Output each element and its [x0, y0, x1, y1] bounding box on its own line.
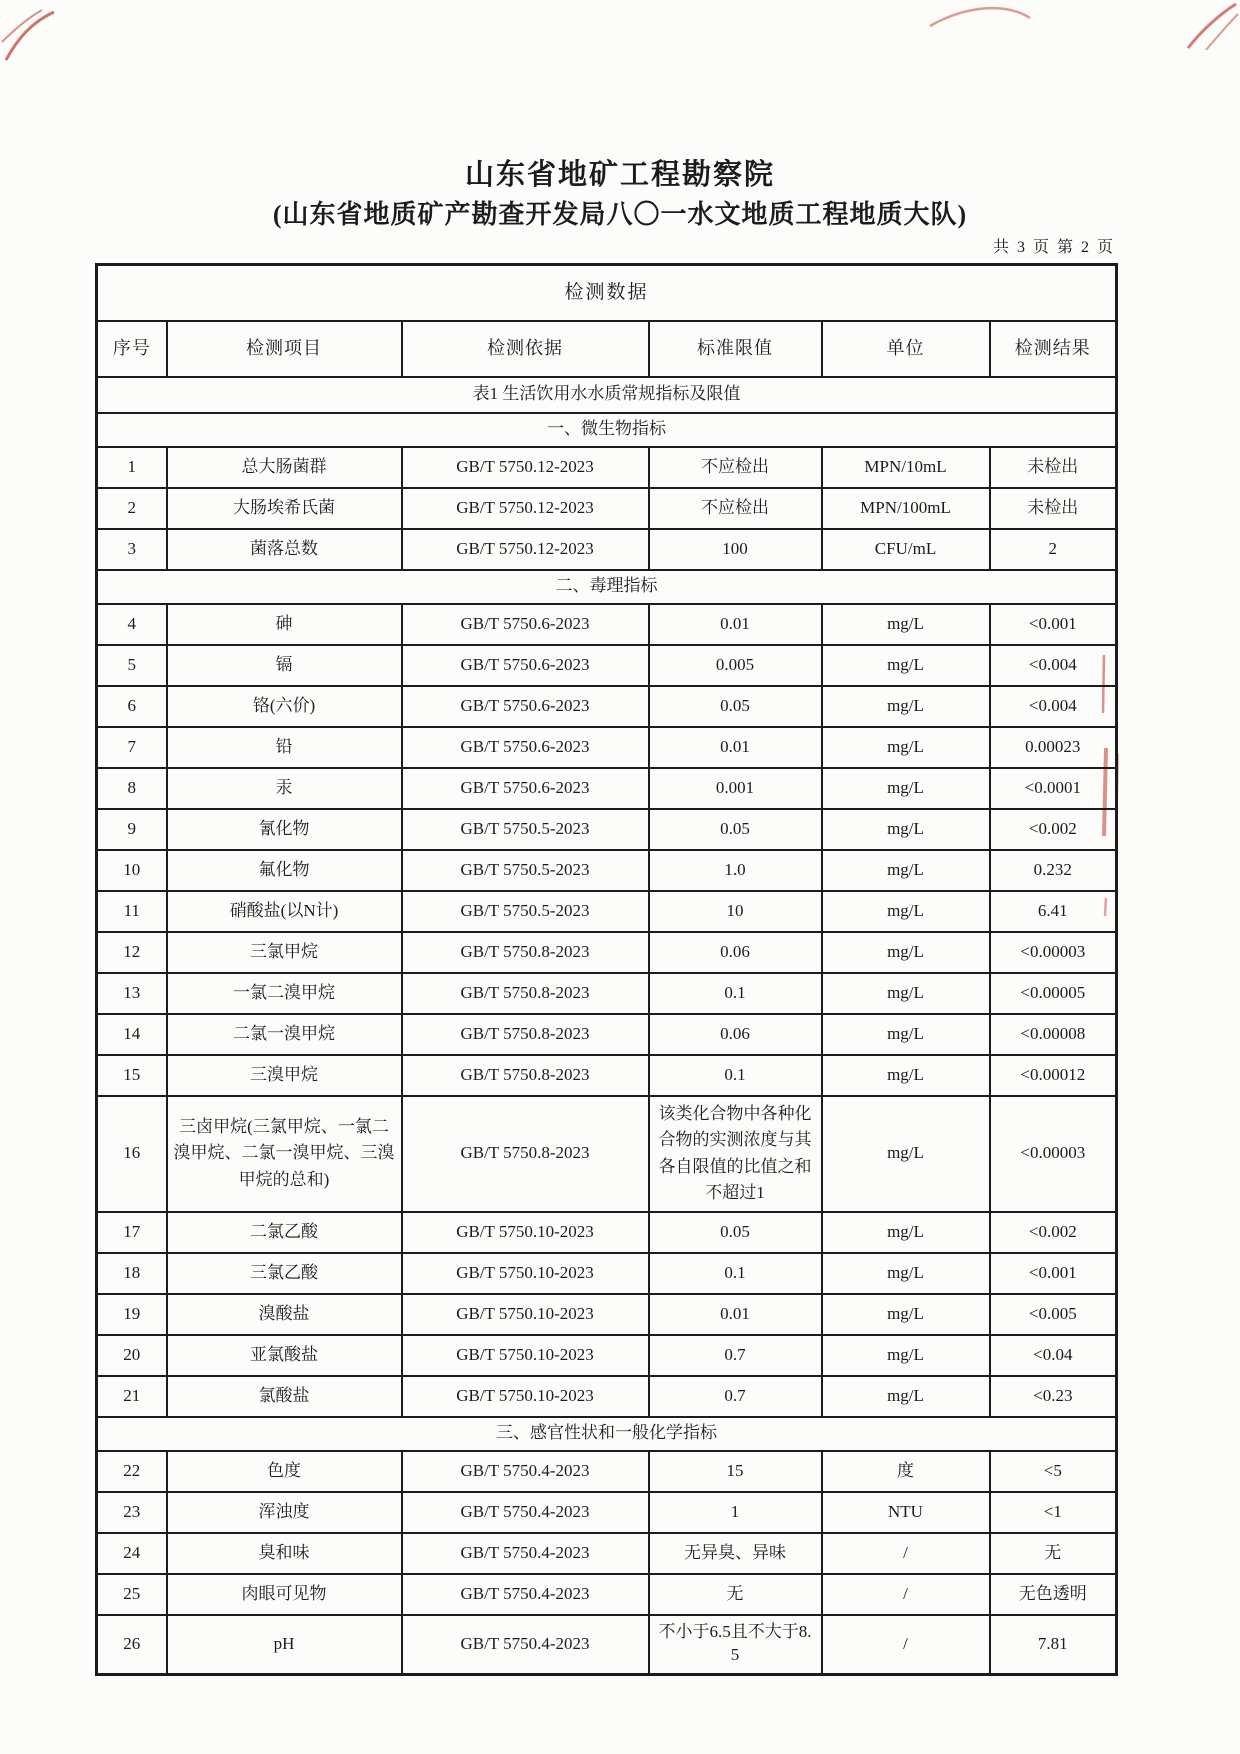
- col-method: GB/T 5750.8-2023: [402, 932, 649, 973]
- col-limit: 不小于6.5且不大于8.5: [649, 1615, 822, 1675]
- col-result: <5: [990, 1451, 1117, 1492]
- table-row: [97, 1212, 1117, 1253]
- col-method: GB/T 5750.6-2023: [402, 686, 649, 727]
- table-row: [97, 1014, 1117, 1055]
- col-unit: mg/L: [822, 891, 990, 932]
- col-index: 22: [97, 1451, 167, 1492]
- col-unit: mg/L: [822, 768, 990, 809]
- table-row: [97, 809, 1117, 850]
- col-unit: mg/L: [822, 1096, 990, 1212]
- col-header-item: 检测项目: [167, 321, 402, 377]
- col-item: 大肠埃希氏菌: [167, 488, 402, 529]
- col-result: <1: [990, 1492, 1117, 1533]
- col-unit: /: [822, 1615, 990, 1675]
- col-limit: 0.001: [649, 768, 822, 809]
- col-limit: 10: [649, 891, 822, 932]
- col-item: 砷: [167, 604, 402, 645]
- col-index: 9: [97, 809, 167, 850]
- col-item: 二氯乙酸: [167, 1212, 402, 1253]
- col-index: 8: [97, 768, 167, 809]
- col-index: 4: [97, 604, 167, 645]
- table-row: [97, 1492, 1117, 1533]
- col-index: 11: [97, 891, 167, 932]
- col-index: 21: [97, 1376, 167, 1417]
- col-limit: 1.0: [649, 850, 822, 891]
- col-index: 13: [97, 973, 167, 1014]
- col-limit: 100: [649, 529, 822, 570]
- col-limit: 0.06: [649, 1014, 822, 1055]
- col-result: <0.002: [990, 1212, 1117, 1253]
- table-caption-row: [97, 377, 1117, 413]
- table-row: [97, 727, 1117, 768]
- col-index: 20: [97, 1335, 167, 1376]
- col-limit: 1: [649, 1492, 822, 1533]
- col-method: GB/T 5750.6-2023: [402, 768, 649, 809]
- col-method: GB/T 5750.8-2023: [402, 1096, 649, 1212]
- col-method: GB/T 5750.4-2023: [402, 1615, 649, 1675]
- col-result: <0.001: [990, 604, 1117, 645]
- table-row: [97, 850, 1117, 891]
- section-title: 一、微生物指标: [97, 413, 1117, 447]
- col-item: 氰化物: [167, 809, 402, 850]
- table-row: [97, 1096, 1117, 1212]
- col-index: 7: [97, 727, 167, 768]
- table-row: [97, 645, 1117, 686]
- col-method: GB/T 5750.12-2023: [402, 488, 649, 529]
- col-unit: 度: [822, 1451, 990, 1492]
- col-limit: 0.1: [649, 1253, 822, 1294]
- col-unit: MPN/100mL: [822, 488, 990, 529]
- col-index: 24: [97, 1533, 167, 1574]
- table-row: [97, 1451, 1117, 1492]
- table-row: [97, 1376, 1117, 1417]
- col-method: GB/T 5750.10-2023: [402, 1335, 649, 1376]
- col-result: 0.00023: [990, 727, 1117, 768]
- col-limit: 该类化合物中各种化合物的实测浓度与其各自限值的比值之和不超过1: [649, 1096, 822, 1212]
- table-row: [97, 1294, 1117, 1335]
- col-method: GB/T 5750.5-2023: [402, 809, 649, 850]
- col-limit: 0.05: [649, 686, 822, 727]
- col-result: 无: [990, 1533, 1117, 1574]
- col-method: GB/T 5750.10-2023: [402, 1212, 649, 1253]
- page-number-info: 共 3 页 第 2 页: [992, 239, 1115, 256]
- section-header-row: [97, 413, 1117, 447]
- col-limit: 0.7: [649, 1376, 822, 1417]
- col-unit: mg/L: [822, 1014, 990, 1055]
- col-item: pH: [167, 1615, 402, 1675]
- col-item: 镉: [167, 645, 402, 686]
- col-method: GB/T 5750.12-2023: [402, 529, 649, 570]
- col-item: 浑浊度: [167, 1492, 402, 1533]
- col-method: GB/T 5750.10-2023: [402, 1253, 649, 1294]
- col-method: GB/T 5750.4-2023: [402, 1451, 649, 1492]
- section-title: 三、感官性状和一般化学指标: [97, 1417, 1117, 1451]
- table-row: [97, 891, 1117, 932]
- col-limit: 0.005: [649, 645, 822, 686]
- red-stamp-artifact-top-right: [1180, 0, 1240, 52]
- table-row: [97, 1574, 1117, 1615]
- report-table-body: [97, 413, 1117, 1675]
- col-header-index: 序号: [97, 321, 167, 377]
- col-item: 亚氯酸盐: [167, 1335, 402, 1376]
- col-method: GB/T 5750.12-2023: [402, 447, 649, 488]
- section-header-row: [97, 570, 1117, 604]
- col-method: GB/T 5750.6-2023: [402, 727, 649, 768]
- col-unit: mg/L: [822, 1376, 990, 1417]
- col-limit: 不应检出: [649, 447, 822, 488]
- col-index: 6: [97, 686, 167, 727]
- col-unit: MPN/10mL: [822, 447, 990, 488]
- col-unit: mg/L: [822, 727, 990, 768]
- col-limit: 0.06: [649, 932, 822, 973]
- table-row: [97, 1055, 1117, 1096]
- col-unit: /: [822, 1574, 990, 1615]
- table-row: [97, 973, 1117, 1014]
- col-item: 溴酸盐: [167, 1294, 402, 1335]
- col-limit: 0.05: [649, 1212, 822, 1253]
- table-row: [97, 488, 1117, 529]
- col-result: <0.00005: [990, 973, 1117, 1014]
- section-header-row: [97, 1417, 1117, 1451]
- table-title-row: [97, 265, 1117, 321]
- col-method: GB/T 5750.8-2023: [402, 1055, 649, 1096]
- org-subtitle: (山东省地质矿产勘查开发局八〇一水文地质工程地质大队): [272, 200, 968, 229]
- col-header-unit: 单位: [822, 321, 990, 377]
- col-item: 三氯甲烷: [167, 932, 402, 973]
- col-limit: 15: [649, 1451, 822, 1492]
- col-index: 10: [97, 850, 167, 891]
- col-index: 25: [97, 1574, 167, 1615]
- table-row: [97, 768, 1117, 809]
- col-result: <0.00012: [990, 1055, 1117, 1096]
- col-result: 2: [990, 529, 1117, 570]
- col-index: 5: [97, 645, 167, 686]
- col-unit: mg/L: [822, 1253, 990, 1294]
- col-index: 3: [97, 529, 167, 570]
- col-result: <0.04: [990, 1335, 1117, 1376]
- col-result: <0.00003: [990, 1096, 1117, 1212]
- col-index: 26: [97, 1615, 167, 1675]
- table-row: [97, 447, 1117, 488]
- col-item: 铬(六价): [167, 686, 402, 727]
- col-unit: mg/L: [822, 1055, 990, 1096]
- col-result: <0.23: [990, 1376, 1117, 1417]
- col-method: GB/T 5750.4-2023: [402, 1574, 649, 1615]
- col-unit: mg/L: [822, 809, 990, 850]
- table-row: [97, 932, 1117, 973]
- col-result: <0.001: [990, 1253, 1117, 1294]
- col-unit: mg/L: [822, 973, 990, 1014]
- table-row: [97, 1253, 1117, 1294]
- table-row: [97, 1533, 1117, 1574]
- col-limit: 不应检出: [649, 488, 822, 529]
- col-result: 无色透明: [990, 1574, 1117, 1615]
- test-data-table: [95, 263, 1118, 1676]
- col-method: GB/T 5750.10-2023: [402, 1294, 649, 1335]
- col-method: GB/T 5750.10-2023: [402, 1376, 649, 1417]
- col-limit: 0.7: [649, 1335, 822, 1376]
- col-unit: mg/L: [822, 850, 990, 891]
- col-result: <0.005: [990, 1294, 1117, 1335]
- table-row: [97, 1615, 1117, 1675]
- col-item: 汞: [167, 768, 402, 809]
- col-result: <0.002: [990, 809, 1117, 850]
- col-unit: mg/L: [822, 1335, 990, 1376]
- col-method: GB/T 5750.5-2023: [402, 850, 649, 891]
- col-item: 色度: [167, 1451, 402, 1492]
- col-result: <0.00003: [990, 932, 1117, 973]
- col-result: 未检出: [990, 447, 1117, 488]
- col-limit: 0.1: [649, 1055, 822, 1096]
- col-header-method: 检测依据: [402, 321, 649, 377]
- section-title: 二、毒理指标: [97, 570, 1117, 604]
- col-index: 15: [97, 1055, 167, 1096]
- table-title: 检测数据: [97, 265, 1117, 321]
- col-unit: mg/L: [822, 604, 990, 645]
- col-result: 6.41: [990, 891, 1117, 932]
- col-item: 硝酸盐(以N计): [167, 891, 402, 932]
- table-row: [97, 529, 1117, 570]
- col-unit: mg/L: [822, 1294, 990, 1335]
- col-index: 1: [97, 447, 167, 488]
- table-row: [97, 1335, 1117, 1376]
- col-limit: 0.01: [649, 727, 822, 768]
- col-result: <0.00008: [990, 1014, 1117, 1055]
- col-method: GB/T 5750.8-2023: [402, 1014, 649, 1055]
- col-limit: 0.1: [649, 973, 822, 1014]
- col-limit: 0.01: [649, 1294, 822, 1335]
- col-item: 总大肠菌群: [167, 447, 402, 488]
- col-unit: mg/L: [822, 686, 990, 727]
- col-item: 臭和味: [167, 1533, 402, 1574]
- col-result: 未检出: [990, 488, 1117, 529]
- col-method: GB/T 5750.6-2023: [402, 645, 649, 686]
- table-row: [97, 604, 1117, 645]
- col-index: 23: [97, 1492, 167, 1533]
- col-index: 16: [97, 1096, 167, 1212]
- col-item: 肉眼可见物: [167, 1574, 402, 1615]
- col-index: 12: [97, 932, 167, 973]
- col-method: GB/T 5750.8-2023: [402, 973, 649, 1014]
- col-method: GB/T 5750.5-2023: [402, 891, 649, 932]
- col-unit: NTU: [822, 1492, 990, 1533]
- col-result: <0.004: [990, 686, 1117, 727]
- col-index: 17: [97, 1212, 167, 1253]
- col-unit: mg/L: [822, 645, 990, 686]
- col-item: 二氯一溴甲烷: [167, 1014, 402, 1055]
- col-header-result: 检测结果: [990, 321, 1117, 377]
- col-result: <0.004: [990, 645, 1117, 686]
- col-method: GB/T 5750.4-2023: [402, 1492, 649, 1533]
- col-item: 氟化物: [167, 850, 402, 891]
- col-method: GB/T 5750.6-2023: [402, 604, 649, 645]
- col-item: 三溴甲烷: [167, 1055, 402, 1096]
- col-limit: 无: [649, 1574, 822, 1615]
- col-index: 14: [97, 1014, 167, 1055]
- table-head: [97, 265, 1117, 413]
- col-result: 7.81: [990, 1615, 1117, 1675]
- table-caption: 表1 生活饮用水水质常规指标及限值: [97, 377, 1117, 413]
- column-header-row: [97, 321, 1117, 377]
- col-unit: mg/L: [822, 932, 990, 973]
- col-item: 三卤甲烷(三氯甲烷、一氯二溴甲烷、二氯一溴甲烷、三溴甲烷的总和): [167, 1096, 402, 1212]
- col-index: 18: [97, 1253, 167, 1294]
- col-item: 菌落总数: [167, 529, 402, 570]
- col-unit: mg/L: [822, 1212, 990, 1253]
- col-result: 0.232: [990, 850, 1117, 891]
- col-item: 三氯乙酸: [167, 1253, 402, 1294]
- col-index: 19: [97, 1294, 167, 1335]
- org-title: 山东省地矿工程勘察院: [464, 159, 775, 191]
- col-unit: /: [822, 1533, 990, 1574]
- col-limit: 0.05: [649, 809, 822, 850]
- col-header-limit: 标准限值: [649, 321, 822, 377]
- col-limit: 无异臭、异味: [649, 1533, 822, 1574]
- col-index: 2: [97, 488, 167, 529]
- col-item: 铅: [167, 727, 402, 768]
- col-item: 一氯二溴甲烷: [167, 973, 402, 1014]
- table-row: [97, 686, 1117, 727]
- col-result: <0.0001: [990, 768, 1117, 809]
- col-limit: 0.01: [649, 604, 822, 645]
- red-stamp-artifact-top-left: [0, 6, 72, 68]
- red-stamp-artifact-top-middle: [925, 0, 1035, 32]
- col-item: 氯酸盐: [167, 1376, 402, 1417]
- col-unit: CFU/mL: [822, 529, 990, 570]
- col-method: GB/T 5750.4-2023: [402, 1533, 649, 1574]
